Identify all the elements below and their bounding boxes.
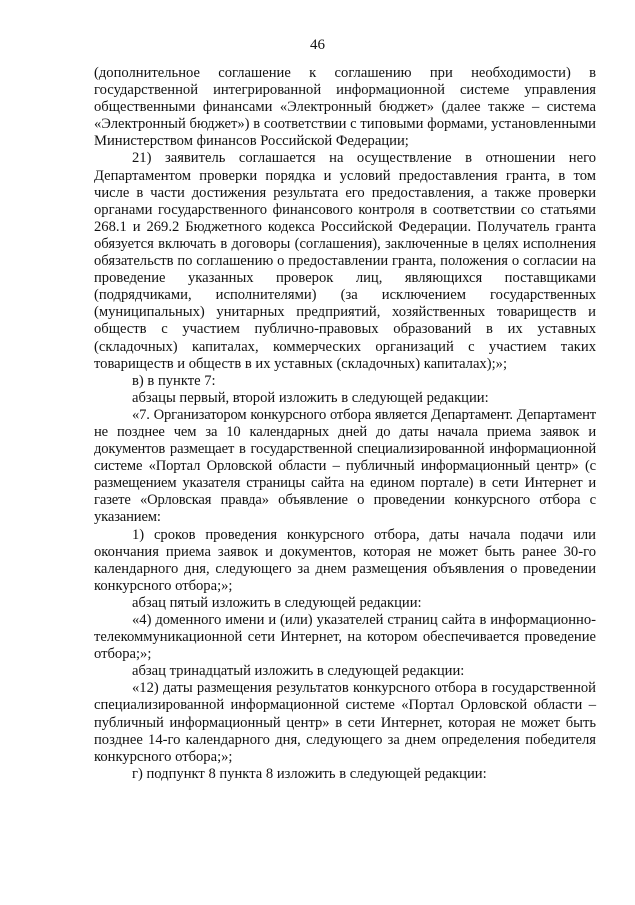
page-number: 46 [310, 37, 325, 53]
paragraph-instruction-fifth: абзац пятый изложить в следующей редакции: [132, 594, 422, 611]
document-body [94, 65, 596, 783]
paragraph-subitem-v: в) в пункте 7: [132, 372, 216, 389]
paragraph-instruction-first-second: абзацы первый, второй изложить в следующей редакции: [132, 389, 489, 406]
paragraph-item-7: «7. Организатором конкурсного отбора является Департамент. Департамент не позднее чем за 10 календарных дней до даты начала приема заявок и документов размещает в государственной специализированной информационной системе «Портал Орловской области – публичный информационный центр» (с размещением указателя страницы сайта на едином портале) в сети Интернет и газете «Орловская правда» объявление о проведении конкурсного отбора с указанием: [94, 406, 596, 526]
paragraph-item-12: «12) даты размещения результатов конкурсного отбора в государственной специализированной информационной системе «Портал Орловской области – публичный информационный центр» в сети Интернет, которая не может быть позднее 14-го календарного дня, следующего за днем определения победителя конкурсного отбора;»; [94, 680, 596, 765]
paragraph-continuation: (дополнительное соглашение к соглашению при необходимости) в государственной интегрированной информационной системе управления общественными финансами «Электронный бюджет» (далее также – система «Электронный бюджет») в соответствии с типовыми формами, установленными Министерством финансов Российской Федерации; [94, 65, 596, 150]
paragraph-item-21: 21) заявитель соглашается на осуществление в отношении него Департаментом проверки порядка и условий предоставления гранта, в том числе в части достижения результата его предоставления, а также проверки органами государственного финансового контроля в соответствии со статьями 268.1 и 269.2 Бюджетного кодекса Российской Федерации. Получатель гранта обязуется включать в договоры (соглашения), заключенные в целях исполнения обязательств по соглашению о предоставлении гранта, положения о согласии на проведение указанных проверок лиц, являющихся поставщиками (подрядчиками, исполнителями) (за исключением государственных (муниципальных) унитарных предприятий, хозяйственных товариществ и обществ с участием публично-правовых образований в их уставных (складочных) капиталах, коммерческих организаций с участием таких товариществ и обществ в их уставных (складочных) капиталах);»; [94, 150, 596, 372]
paragraph-item-4: «4) доменного имени и (или) указателей страниц сайта в информационно-телекоммуникационной сети Интернет, на котором обеспечивается проведение отбора;»; [94, 612, 596, 663]
paragraph-subitem-g: г) подпункт 8 пункта 8 изложить в следующей редакции: [132, 765, 487, 782]
paragraph-item-7-1: 1) сроков проведения конкурсного отбора, даты начала подачи или окончания приема заявок и документов, которая не может быть ранее 30-го календарного дня, следующего за днем размещения объявления о проведении конкурсного отбора;»; [94, 526, 596, 594]
paragraph-instruction-thirteenth: абзац тринадцатый изложить в следующей редакции: [132, 663, 465, 680]
